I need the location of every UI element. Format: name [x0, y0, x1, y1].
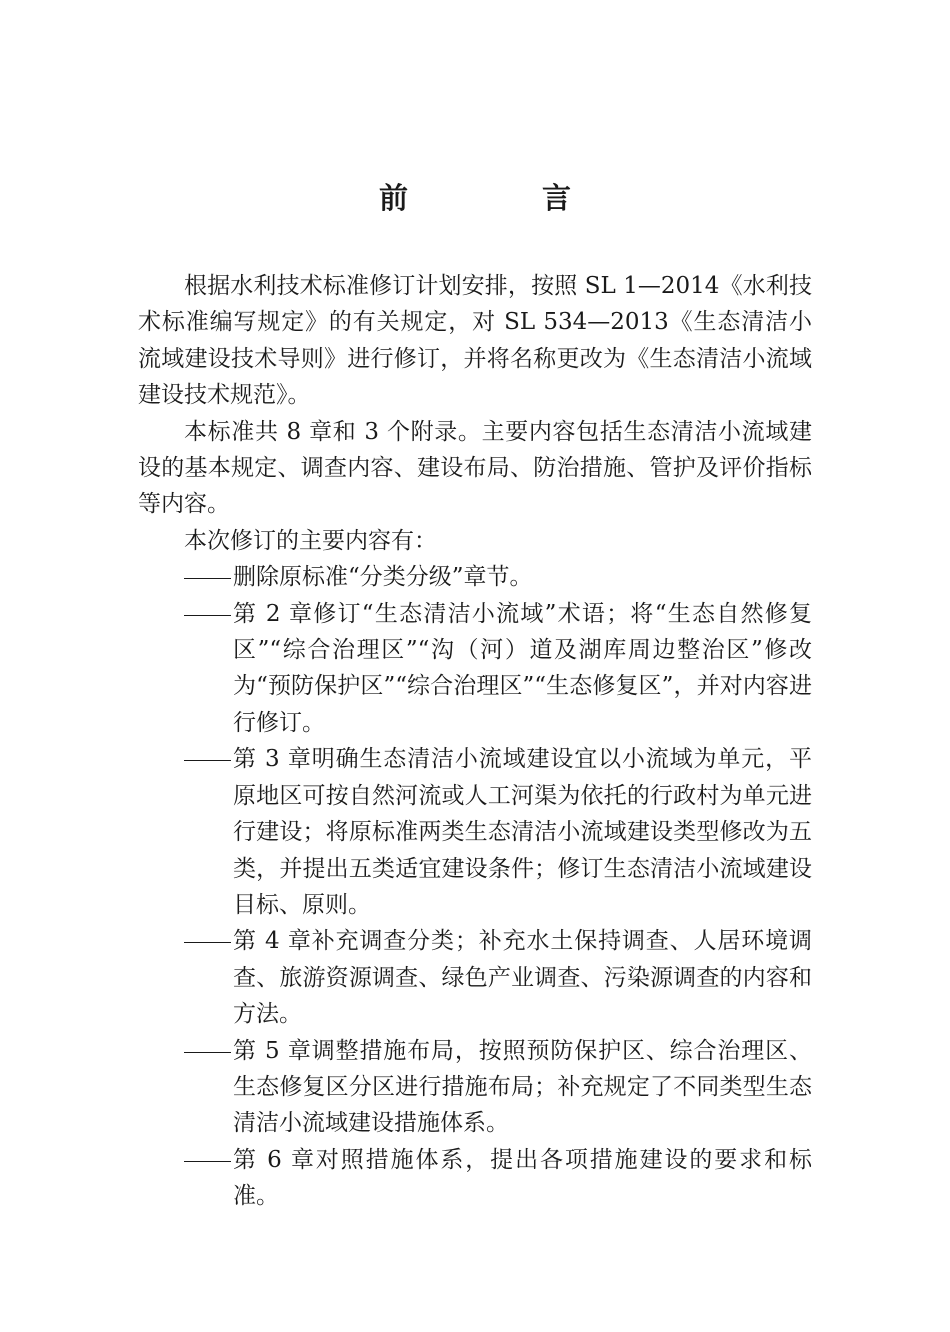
em-dash-marker	[184, 1033, 233, 1069]
list-item	[138, 741, 812, 923]
paragraph-revision-basis: 根据水利技术标准修订计划安排，按照 SL 1—2014《水利技术标准编写规定》的有关规定，对 SL 534—2013《生态清洁小流域建设技术导则》进行修订，并将名称更改为《生态清洁小流域建设技术规范》。	[138, 273, 812, 409]
list-item-text: 第 3 章明确生态清洁小流域建设宜以小流域为单元，平原地区可按自然河流或人工河渠为依托的行政村为单元进行建设；将原标准两类生态清洁小流域建设类型修改为五类，并提出五类适宜建设条件；修订生态清洁小流域建设目标、原则。	[233, 746, 812, 918]
em-dash-marker	[184, 559, 233, 595]
list-item	[138, 923, 812, 1032]
em-dash-marker	[184, 741, 233, 777]
page-title: 前 言	[378, 181, 634, 215]
em-dash-marker	[184, 596, 233, 632]
list-item	[138, 596, 812, 742]
em-dash-marker	[184, 1142, 233, 1178]
list-item-text: 删除原标准“分类分级”章节。	[233, 564, 533, 591]
paragraph-revision-intro: 本次修订的主要内容有：	[184, 527, 437, 554]
list-item	[138, 559, 812, 595]
revision-list	[138, 559, 812, 1214]
em-dash-marker	[184, 923, 233, 959]
paragraph-structure: 本标准共 8 章和 3 个附录。主要内容包括生态清洁小流域建设的基本规定、调查内容、建设布局、防治措施、管护及评价指标等内容。	[138, 418, 812, 518]
list-item-text: 第 2 章修订“生态清洁小流域”术语；将“生态自然修复区”“综合治理区”“沟（河）道及湖库周边整治区”修改为“预防保护区”“综合治理区”“生态修复区”，并对内容进行修订。	[233, 600, 812, 736]
list-item	[138, 1142, 812, 1215]
foreword-body	[138, 268, 812, 1215]
list-item-text: 第 5 章调整措施布局，按照预防保护区、综合治理区、生态修复区分区进行措施布局；补充规定了不同类型生态清洁小流域建设措施体系。	[233, 1037, 812, 1137]
list-item	[138, 1033, 812, 1142]
list-item-text: 第 6 章对照措施体系，提出各项措施建设的要求和标准。	[233, 1146, 812, 1210]
list-item-text: 第 4 章补充调查分类；补充水土保持调查、人居环境调查、旅游资源调查、绿色产业调查、污染源调查的内容和方法。	[233, 928, 812, 1028]
